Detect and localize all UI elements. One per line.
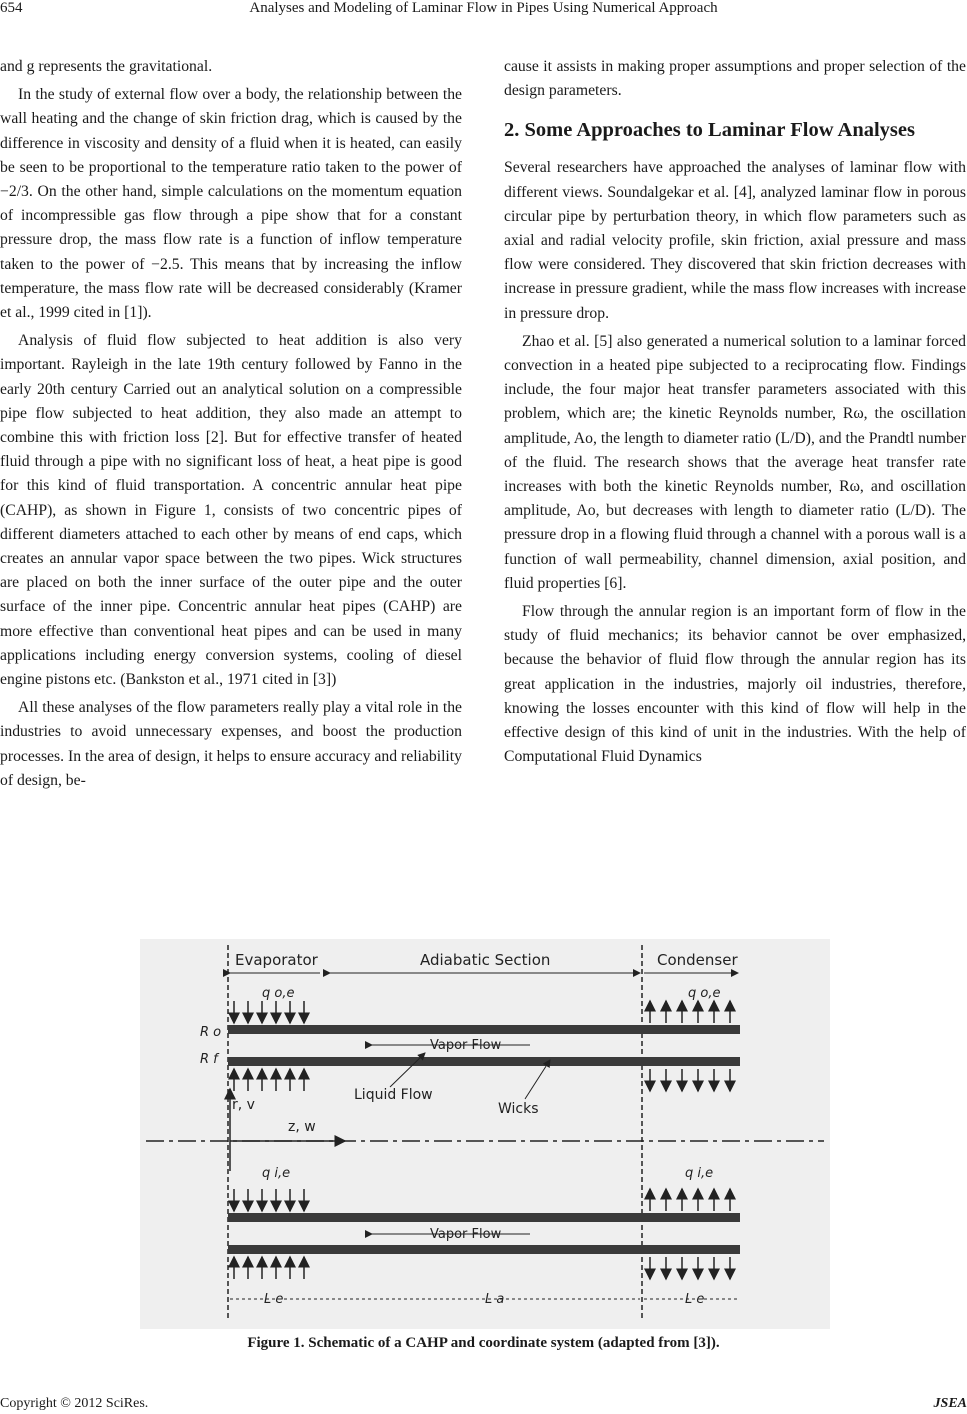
- lc-label: L e: [685, 1292, 705, 1307]
- wicks-label: Wicks: [498, 1101, 539, 1117]
- qoe-right-label: q o,e: [688, 986, 721, 1001]
- paragraph: In the study of external flow over a body, the relationship between the wall heating and the change of skin friction drag, which is caused by the difference in viscosity and density of a fluid when it is heated, can easily be seen to be proportional to the temperature ratio taken to the power of −2/3. On the other hand, simple calculations on the momentum equation of incompressible gas flow through a pipe show that for a constant pressure drop, the mass flow rate is a function of inflow temperature taken to the power of −2.5. This means that by increasing the inflow temperature, the mass flow rate will be decreased considerably (Kramer et al., 1999 cited in [1]).: [0, 86, 462, 322]
- adiabatic-label: Adiabatic Section: [420, 951, 551, 969]
- paragraph: Analysis of fluid flow subjected to heat addition is also very important. Rayleigh in the late 19th century followed by Fanno in the early 20th century Carried out an analytical solution on a compressible pipe flow subjected to heat addition, they also made an attempt to combine this with friction loss [2]. But for effective transfer of heated fluid through a pipe with no significant loss of heat, a heat pipe is good for this kind of fluid transportation. A concentric annular heat pipe (CAHP), as shown in Figure 1, consists of two concentric pipes of different diameters attached to each other by means of end caps, which creates an annular vapor space between the two pipes. Wick structures are placed on both the inner surface of the outer pipe and the outer surface of the inner pipe. Concentric annular heat pipes (CAHP) are more effective than conventional heat pipes and can be used in many applications including energy conversion systems, cooling of diesel engine pistons etc. (Bankston et al., 1971 cited in [3]): [0, 332, 462, 689]
- figure-cahp-schematic: [140, 939, 830, 1329]
- copyright-text: Copyright © 2012 SciRes.: [0, 1396, 149, 1411]
- evaporator-label: Evaporator: [235, 951, 318, 969]
- paragraph: Several researchers have approached the analyses of laminar flow with different views. Soundalgekar et al. [4], analyzed laminar flow in porous circular pipe by perturbation theory, in which flow parameters such as axial and radial velocity profile, skin friction, axial pressure and mass flow were considered. They discovered that skin friction decreases with increase in pressure gradient, while the mass flow increases with increase in pressure drop.: [504, 159, 966, 322]
- section-heading: 2. Some Approaches to Laminar Flow Analyses: [504, 119, 915, 142]
- paragraph: and g represents the gravitational.: [0, 58, 213, 75]
- cahp-diagram: [140, 939, 830, 1329]
- paragraph: All these analyses of the flow parameters really play a vital role in the industries to avoid unnecessary expenses, and boost the production processes. In the area of design, it helps to ensure accuracy and reliability of design, be-: [0, 699, 462, 789]
- inner-pipe-wall-bottom: [228, 1213, 740, 1222]
- paragraph: Zhao et al. [5] also generated a numerical solution to a laminar forced convection in a heated pipe subjected to a reciprocating flow. Findings include, the four major heat transfer parameters associated with this problem, which are; the kinetic Reynolds number, Rω, the oscillation amplitude, Ao, the length to diameter ratio (L/D), and the Prandtl number of the fluid. The research shows that the average heat transfer rate increases with both the kinetic Reynolds number, Rω, and oscillation amplitude, Ao, but decreases with length to diameter ratio (L/D). The pressure drop in a flowing fluid through a channel with a porous wall is a function of wall permeability, channel dimension, axial position, and fluid properties [6].: [504, 332, 966, 592]
- paragraph: Flow through the annular region is an important form of flow in the study of fluid mechanics; its behavior cannot be over emphasized, because the behavior of fluid flow through the annular region has its great application in the industries, majorly oil industries, therefore, knowing the losses encounter with this kind of flow will help in the effective design of this kind of unit in the industries. With the help of Computational Fluid Dynamics: [504, 603, 966, 766]
- le-label: L e: [264, 1292, 284, 1307]
- liquid-flow-label: Liquid Flow: [354, 1087, 433, 1103]
- condenser-label: Condenser: [657, 951, 738, 969]
- vapor-flow-top-label: Vapor Flow: [430, 1038, 502, 1053]
- left-column: [0, 55, 462, 793]
- right-column: [504, 55, 966, 769]
- figure-caption: Figure 1. Schematic of a CAHP and coordinate system (adapted from [3]).: [247, 1335, 720, 1351]
- ro-label: R o: [200, 1025, 222, 1040]
- qie-left-label: q i,e: [262, 1166, 291, 1181]
- outer-pipe-wall-top: [228, 1025, 740, 1034]
- paragraph: cause it assists in making proper assumptions and proper selection of the design parameters.: [504, 58, 966, 100]
- inner-pipe-wall-top: [228, 1057, 740, 1066]
- page-number: 654: [0, 0, 23, 16]
- page-header: [0, 0, 967, 24]
- vapor-flow-bottom-label: Vapor Flow: [430, 1227, 502, 1242]
- rf-label: R f: [200, 1052, 218, 1067]
- running-title: Analyses and Modeling of Laminar Flow in Pipes Using Numerical Approach: [249, 0, 718, 16]
- rv-label: r, v: [232, 1097, 255, 1113]
- zw-label: z, w: [288, 1119, 316, 1135]
- qie-right-label: q i,e: [685, 1166, 714, 1181]
- outer-pipe-wall-bottom: [228, 1245, 740, 1254]
- journal-name: JSEA: [933, 1396, 967, 1411]
- qoe-left-label: q o,e: [262, 986, 295, 1001]
- la-label: L a: [485, 1292, 505, 1307]
